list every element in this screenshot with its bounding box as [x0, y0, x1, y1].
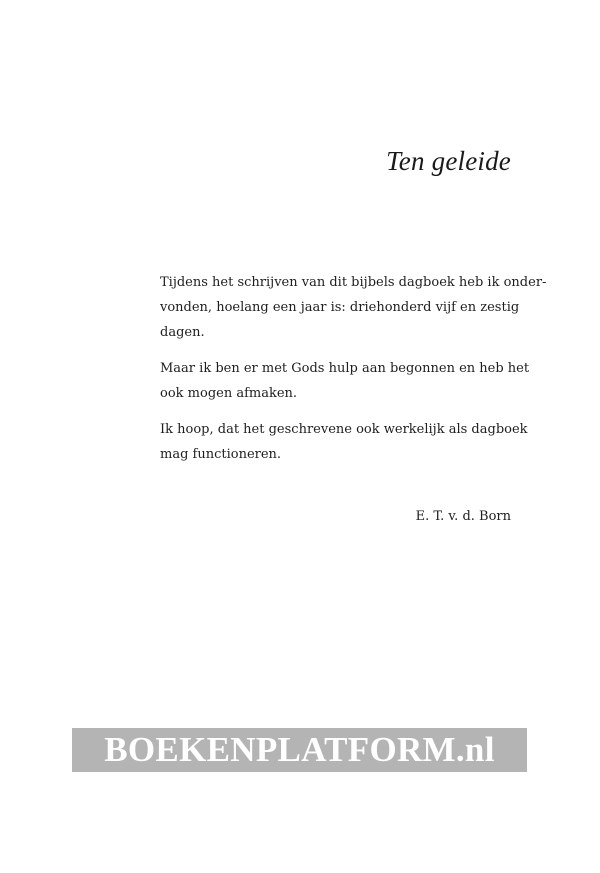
text-line: vonden, hoelang een jaar is: driehonderd vijf en zestig: [160, 300, 520, 315]
paragraph: [160, 356, 530, 406]
text-line: mag functioneren.: [160, 447, 282, 462]
text-line: Maar ik ben er met Gods hulp aan begonnen en heb het: [160, 361, 530, 376]
text-line: Tijdens het schrijven van dit bijbels dagboek heb ik onder-: [160, 275, 547, 290]
foreword-body: [160, 270, 547, 478]
page-title: Ten geleide: [386, 146, 511, 176]
text-line: dagen.: [160, 325, 205, 340]
paragraph: [160, 270, 547, 345]
watermark-text: BOEKENPLATFORM.nl: [104, 730, 495, 769]
text-line: Ik hoop, dat het geschrevene ook werkelijk als dagboek: [160, 422, 528, 437]
text-line: ook mogen afmaken.: [160, 386, 298, 401]
author-signature: E. T. v. d. Born: [415, 509, 511, 524]
watermark-banner: [72, 728, 527, 772]
paragraph: [160, 417, 528, 467]
